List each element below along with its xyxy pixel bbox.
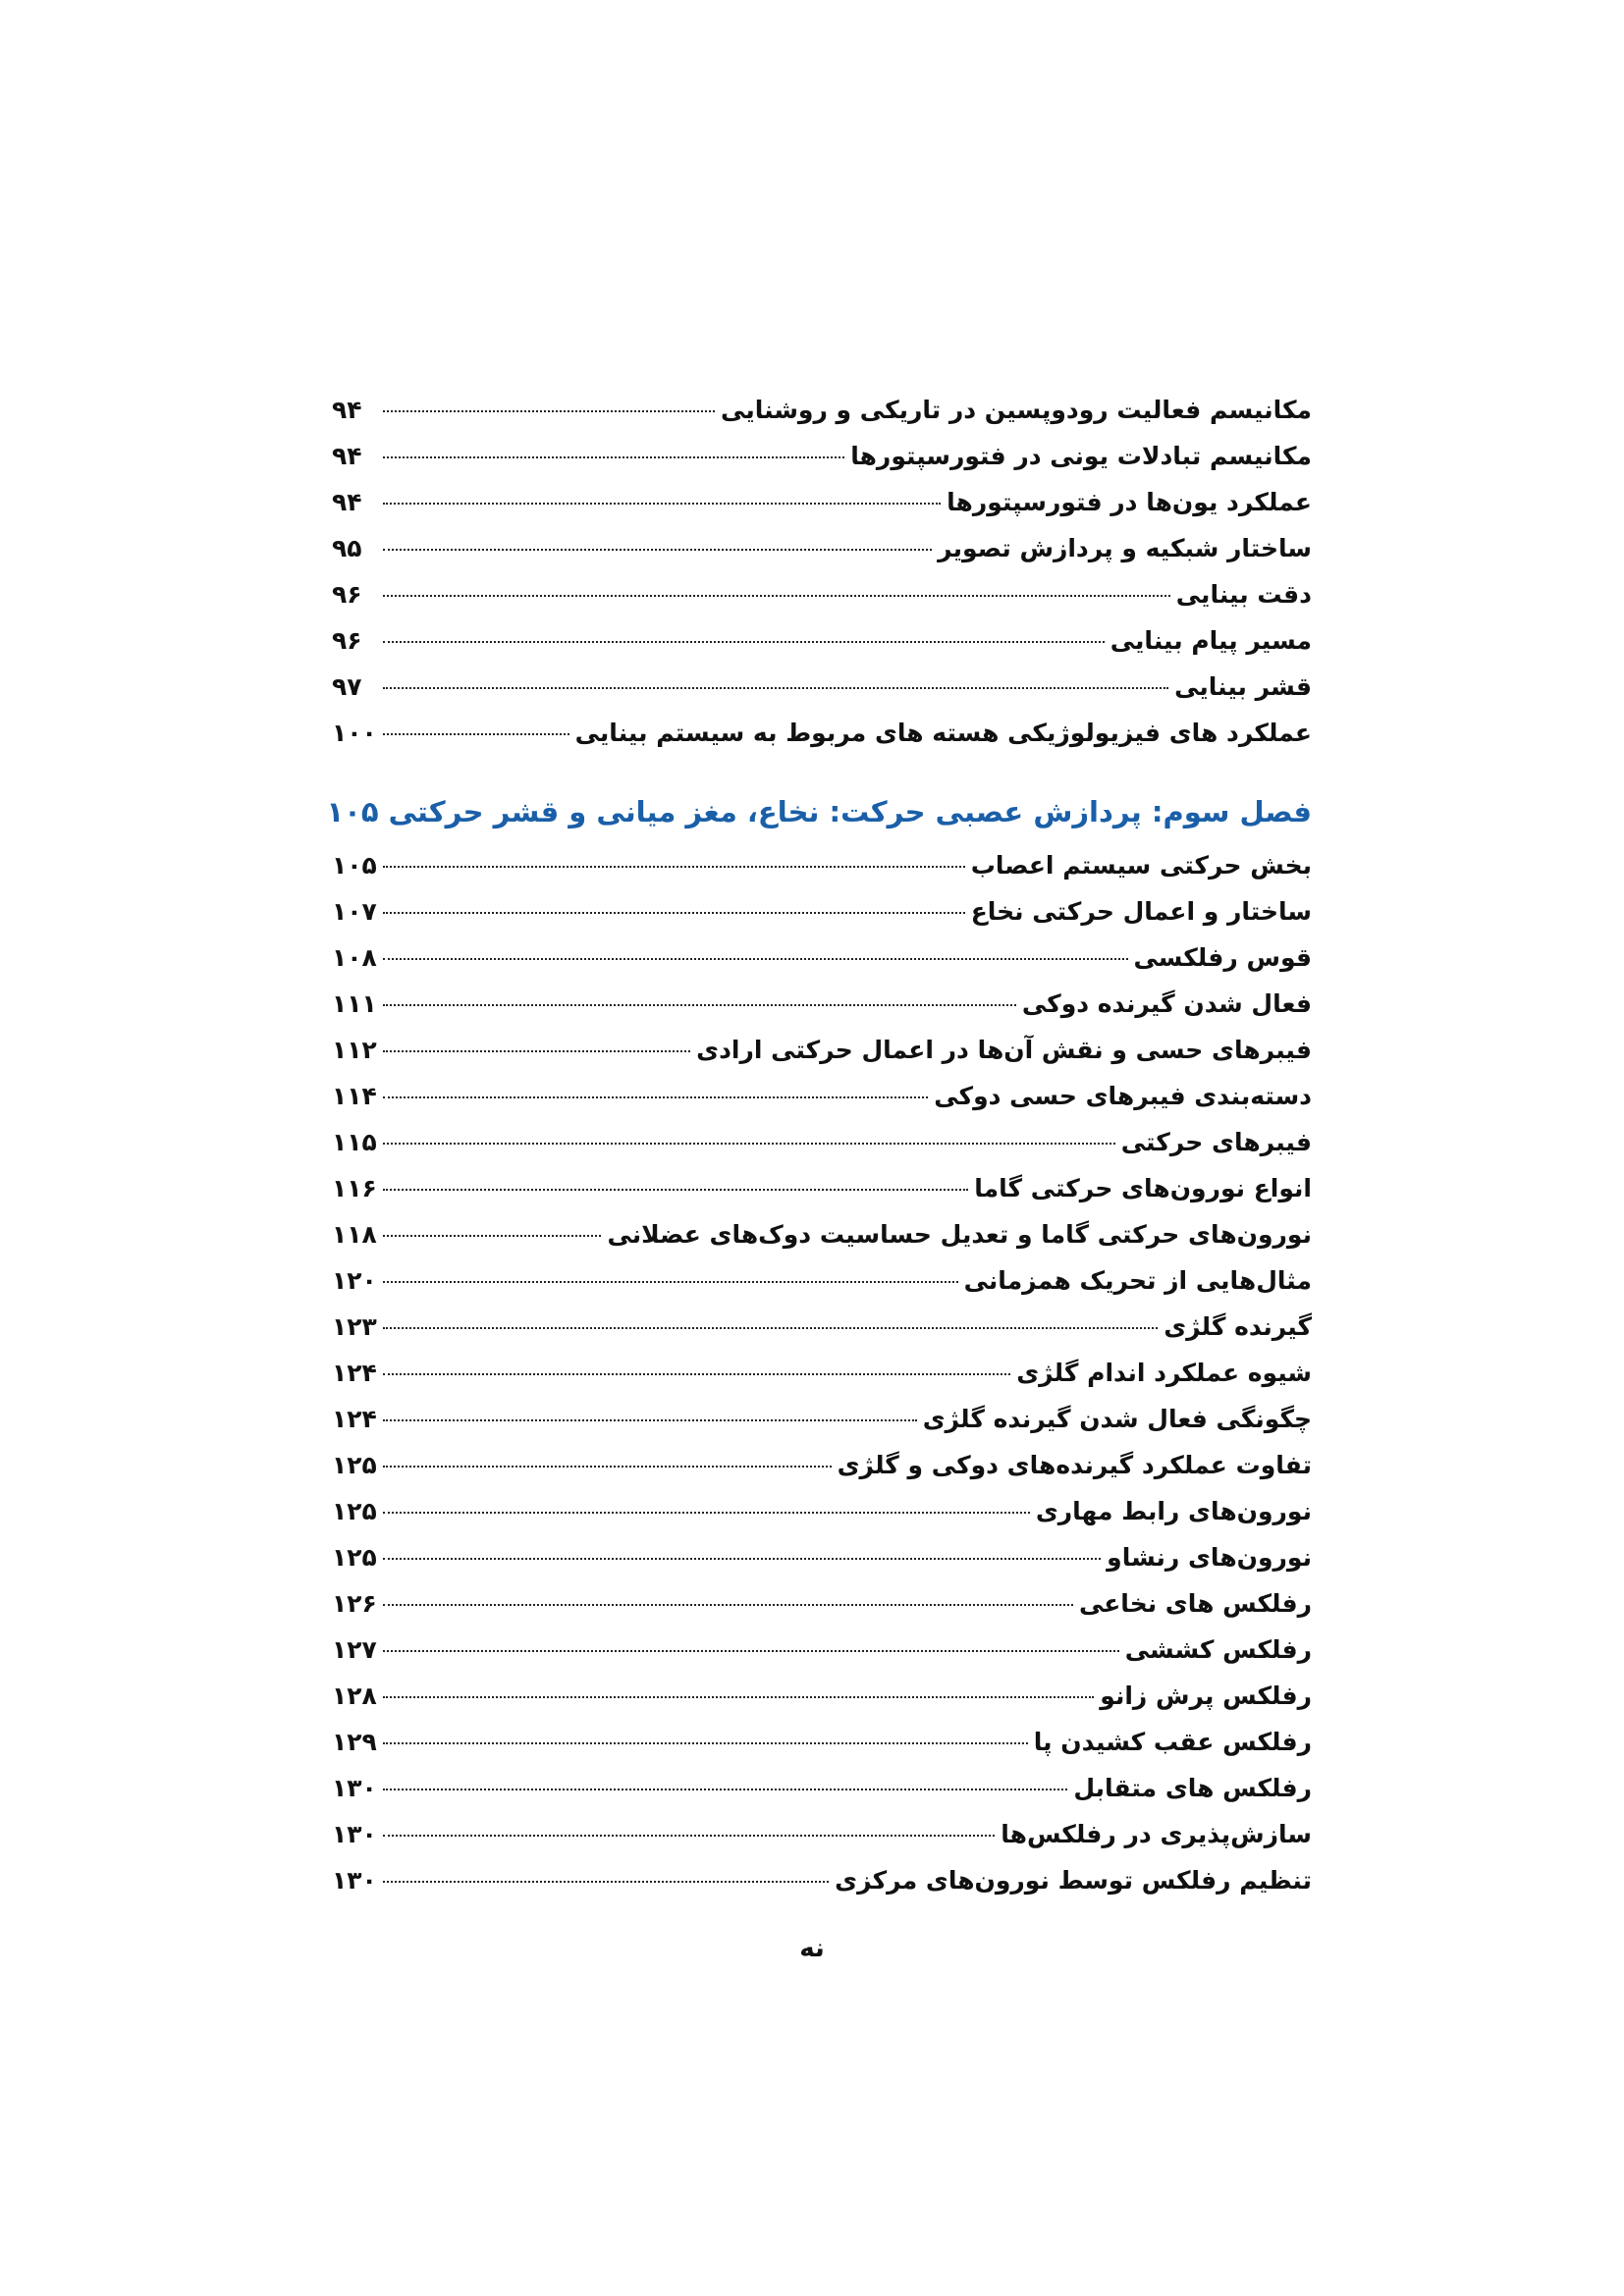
toc-chapter-page: ۱۰۵ <box>326 795 379 828</box>
toc-entry[interactable] <box>332 1442 1312 1488</box>
toc-entry-title: مکانیسم فعالیت رودوپسین در تاریکی و روشنایی <box>721 396 1312 424</box>
toc-entry-page: ۱۳۰ <box>332 1820 377 1848</box>
toc-entry-leader <box>383 1418 917 1421</box>
toc-entry[interactable] <box>332 479 1312 525</box>
toc-entry-leader <box>383 502 941 505</box>
toc-entry[interactable] <box>332 1350 1312 1396</box>
toc-entry-page: ۹۴ <box>332 488 362 516</box>
toc-entry-page: ۱۲۹ <box>332 1728 377 1756</box>
toc-entry-page: ۱۱۲ <box>332 1036 377 1064</box>
toc-entry-leader <box>383 409 715 412</box>
toc-entry[interactable] <box>332 981 1312 1027</box>
toc-entry-page: ۹۴ <box>332 442 362 470</box>
toc-entry-page: ۱۱۸ <box>332 1220 377 1249</box>
toc-entry-title: مثال‌هایی از تحریک همزمانی <box>963 1266 1312 1295</box>
toc-entry[interactable] <box>332 1580 1312 1627</box>
toc-entry-page: ۱۰۰ <box>332 719 377 747</box>
toc-entry[interactable] <box>332 387 1312 433</box>
toc-entry[interactable] <box>332 1211 1312 1257</box>
toc-entry-leader <box>383 1326 1158 1329</box>
toc-entry[interactable] <box>332 934 1312 981</box>
toc-entry-leader <box>383 1188 968 1191</box>
toc-entry-title: قشر بینایی <box>1174 672 1312 701</box>
toc-entry-title: ساختار شبکیه و پردازش تصویر <box>938 534 1312 562</box>
toc-entry[interactable] <box>332 525 1312 571</box>
toc-entry-title: سازش‌پذیری در رفلکس‌ها <box>1001 1820 1312 1848</box>
toc-entry[interactable] <box>332 1488 1312 1534</box>
toc-entry-title: گیرنده گلژی <box>1164 1312 1312 1341</box>
toc-entry-title: فیبرهای حرکتی <box>1120 1128 1312 1156</box>
toc-entry-title: ساختار و اعمال حرکتی نخاع <box>970 897 1312 926</box>
toc-entry-leader <box>383 1788 1067 1790</box>
toc-section-after <box>332 842 1312 1903</box>
toc-entry-title: رفلکس های نخاعی <box>1078 1589 1312 1618</box>
toc-entry-title: قوس رفلکسی <box>1133 943 1312 972</box>
toc-entry-page: ۱۰۷ <box>332 897 377 926</box>
toc-entry[interactable] <box>332 1119 1312 1165</box>
toc-entry[interactable] <box>332 1396 1312 1442</box>
toc-entry-page: ۱۰۵ <box>332 851 377 880</box>
toc-entry-title: تنظیم رفلکس توسط نورون‌های مرکزی <box>835 1866 1312 1895</box>
toc-entry[interactable] <box>332 571 1312 617</box>
toc-entry-leader <box>383 686 1168 689</box>
toc-section-before <box>332 387 1312 756</box>
toc-entry[interactable] <box>332 1719 1312 1765</box>
toc-entry-page: ۹۶ <box>332 626 362 655</box>
toc-entry[interactable] <box>332 617 1312 664</box>
toc-entry-leader <box>383 548 932 551</box>
toc-entry-title: بخش حرکتی سیستم اعصاب <box>970 851 1312 880</box>
toc-entry-title: فیبرهای حسی و نقش آن‌ها در اعمال حرکتی ارادی <box>696 1036 1312 1064</box>
toc-entry-title: نورون‌های رابط مهاری <box>1035 1497 1312 1525</box>
toc-entry-leader <box>383 455 844 458</box>
toc-entry-title: چگونگی فعال شدن گیرنده گلژی <box>922 1405 1312 1433</box>
toc-entry-leader <box>383 1511 1030 1514</box>
toc-entry-page: ۹۴ <box>332 396 362 424</box>
toc-entry-leader <box>383 865 965 868</box>
toc-entry-page: ۱۳۰ <box>332 1774 377 1802</box>
toc-entry-leader <box>383 1649 1119 1652</box>
toc-entry-page: ۱۱۶ <box>332 1174 377 1202</box>
toc-entry-leader <box>383 1095 928 1098</box>
toc-entry-page: ۹۵ <box>332 534 362 562</box>
toc-entry-page: ۱۲۴ <box>332 1359 377 1387</box>
toc-entry-title: مسیر پیام بینایی <box>1110 626 1312 655</box>
toc-entry-leader <box>383 1603 1073 1606</box>
toc-entry[interactable] <box>332 888 1312 934</box>
toc-entry-title: عملکرد های فیزیولوژیکی هسته های مربوط به سیستم بینایی <box>574 719 1312 747</box>
toc-entry-page: ۱۲۸ <box>332 1682 377 1710</box>
toc-entry-leader <box>383 1557 1101 1560</box>
toc-entry-leader <box>383 732 569 735</box>
toc-entry-leader <box>383 1234 601 1237</box>
toc-entry[interactable] <box>332 433 1312 479</box>
toc-entry[interactable] <box>332 1027 1312 1073</box>
toc-entry[interactable] <box>332 1304 1312 1350</box>
toc-entry-page: ۱۲۴ <box>332 1405 377 1433</box>
toc-entry-page: ۱۲۳ <box>332 1312 377 1341</box>
toc-entry-leader <box>383 1280 958 1283</box>
toc-entry-leader <box>383 1834 995 1837</box>
page-footer-number: نه <box>799 1934 825 1963</box>
toc-entry-leader <box>383 1741 1028 1744</box>
table-of-contents <box>326 387 1312 1903</box>
toc-entry-page: ۱۲۵ <box>332 1497 377 1525</box>
toc-entry-page: ۱۲۵ <box>332 1543 377 1572</box>
toc-entry[interactable] <box>332 1165 1312 1211</box>
toc-entry-page: ۱۱۴ <box>332 1082 377 1110</box>
toc-entry-page: ۱۲۰ <box>332 1266 377 1295</box>
toc-entry-page: ۱۱۱ <box>332 989 377 1018</box>
toc-entry-title: انواع نورون‌های حرکتی گاما <box>974 1174 1312 1202</box>
toc-entry-page: ۱۱۵ <box>332 1128 377 1156</box>
toc-entry[interactable] <box>332 1857 1312 1903</box>
toc-entry[interactable] <box>332 1257 1312 1304</box>
toc-entry-leader <box>383 1003 1016 1006</box>
toc-entry-leader <box>383 1049 690 1052</box>
toc-entry[interactable] <box>332 1534 1312 1580</box>
toc-entry-leader <box>383 957 1128 960</box>
toc-entry-title: نورون‌های حرکتی گاما و تعدیل حساسیت دوک‌های عضلانی <box>607 1220 1312 1249</box>
toc-entry-leader <box>383 911 965 914</box>
toc-entry-title: مکانیسم تبادلات یونی در فتورسپتورها <box>850 442 1312 470</box>
toc-entry-page: ۹۷ <box>332 672 362 701</box>
toc-entry-title: رفلکس های متقابل <box>1073 1774 1312 1802</box>
toc-chapter-title: فصل سوم: پردازش عصبی حرکت: نخاع، مغز میانی و قشر حرکتی <box>388 795 1312 828</box>
toc-entry-title: نورون‌های رنشاو <box>1107 1543 1312 1572</box>
toc-entry-title: دسته‌بندی فیبرهای حسی دوکی <box>934 1082 1312 1110</box>
toc-entry[interactable] <box>332 1811 1312 1857</box>
toc-entry-page: ۱۰۸ <box>332 943 377 972</box>
toc-entry-leader <box>383 1142 1115 1145</box>
toc-entry-title: دقت بینایی <box>1175 580 1312 609</box>
toc-entry[interactable] <box>332 710 1312 756</box>
toc-entry[interactable] <box>332 1627 1312 1673</box>
toc-entry[interactable] <box>332 664 1312 710</box>
toc-entry-title: تفاوت عملکرد گیرنده‌های دوکی و گلژی <box>837 1451 1312 1479</box>
toc-entry-leader <box>383 594 1170 597</box>
toc-entry-leader <box>383 1372 1010 1375</box>
toc-chapter-heading[interactable] <box>326 781 1312 842</box>
toc-entry-page: ۱۲۷ <box>332 1635 377 1664</box>
toc-entry-title: رفلکس کششی <box>1124 1635 1312 1664</box>
toc-entry-leader <box>383 640 1105 643</box>
toc-entry-leader <box>383 1880 829 1883</box>
toc-entry-page: ۱۲۵ <box>332 1451 377 1479</box>
toc-entry-title: شیوه عملکرد اندام گلژی <box>1016 1359 1312 1387</box>
toc-entry[interactable] <box>332 1673 1312 1719</box>
toc-entry-leader <box>383 1465 832 1468</box>
toc-entry-page: ۱۳۰ <box>332 1866 377 1895</box>
toc-entry[interactable] <box>332 1765 1312 1811</box>
toc-entry[interactable] <box>332 842 1312 888</box>
toc-entry-page: ۱۲۶ <box>332 1589 377 1618</box>
toc-entry[interactable] <box>332 1073 1312 1119</box>
toc-entry-leader <box>383 1695 1094 1698</box>
toc-entry-title: فعال شدن گیرنده دوکی <box>1021 989 1312 1018</box>
toc-entry-title: عملکرد یون‌ها در فتورسپتورها <box>947 488 1312 516</box>
toc-entry-title: رفلکس عقب کشیدن پا <box>1033 1728 1312 1756</box>
toc-entry-page: ۹۶ <box>332 580 362 609</box>
toc-entry-title: رفلکس پرش زانو <box>1100 1682 1312 1710</box>
